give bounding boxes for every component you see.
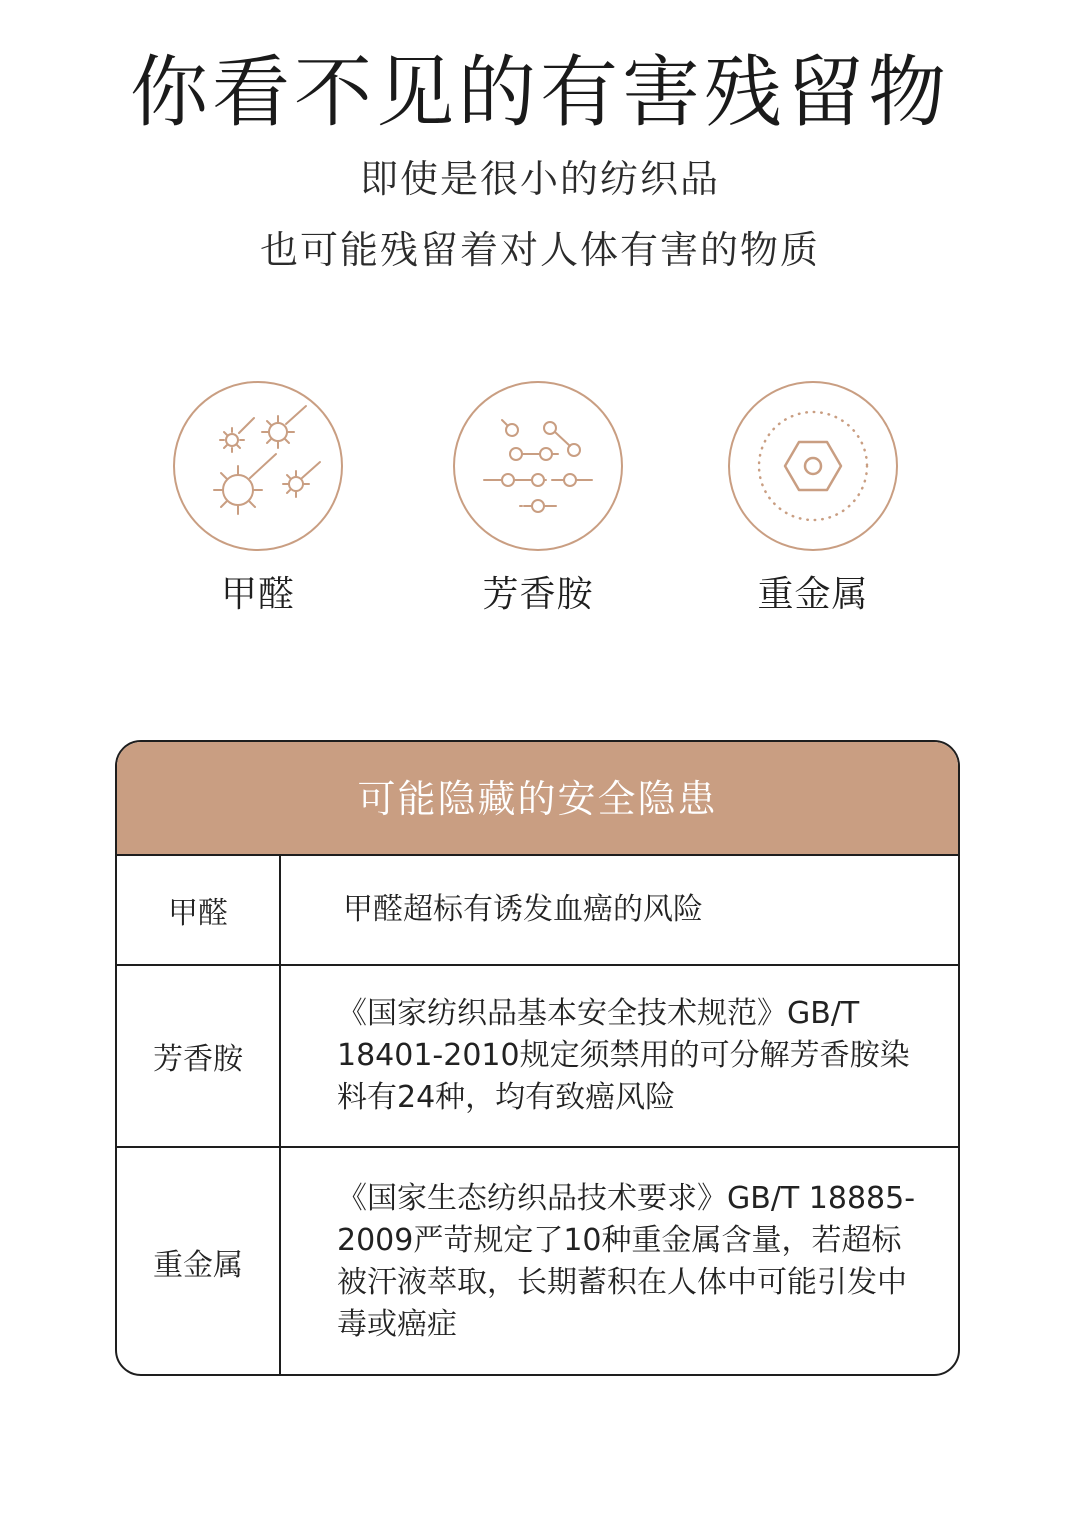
table-row: [117, 1148, 958, 1376]
hazard-item-aromatic-amine: [448, 380, 628, 618]
row-description: 甲醛超标有诱发血癌的风险: [343, 892, 703, 927]
row-description: 《国家纺织品基本安全技术规范》GB/T 18401-2010规定须禁用的可分解芳香胺染料有24种，均有致癌风险: [337, 996, 910, 1115]
hazard-table: [115, 740, 960, 1376]
molecule-icon: [452, 380, 624, 552]
hazard-label-heavy-metal: 重金属: [757, 574, 869, 615]
table-row: [117, 966, 958, 1148]
table-header: 可能隐藏的安全隐患: [117, 742, 958, 856]
bacteria-icon: [172, 380, 344, 552]
hazard-label-formaldehyde: 甲醛: [220, 574, 295, 615]
hazard-icons: [0, 380, 1080, 620]
subtitle-line-2: 也可能残留着对人体有害的物质: [259, 228, 820, 272]
hexagon-icon: [727, 380, 899, 552]
row-name: 重金属: [117, 1148, 281, 1376]
page-title: 你看不见的有害残留物: [129, 48, 950, 138]
hazard-item-formaldehyde: [168, 380, 348, 618]
row-name: 甲醛: [117, 856, 281, 964]
hazard-item-heavy-metal: [723, 380, 903, 618]
subtitle-line-1: 即使是很小的纺织品: [359, 157, 720, 201]
row-name: 芳香胺: [117, 966, 281, 1146]
row-description: 《国家生态纺织品技术要求》GB/T 18885-2009严苛规定了10种重金属含量，若超标被汗液萃取，长期蓄积在人体中可能引发中毒或癌症: [337, 1181, 916, 1342]
hazard-label-aromatic-amine: 芳香胺: [482, 574, 594, 615]
table-row: [117, 856, 958, 966]
